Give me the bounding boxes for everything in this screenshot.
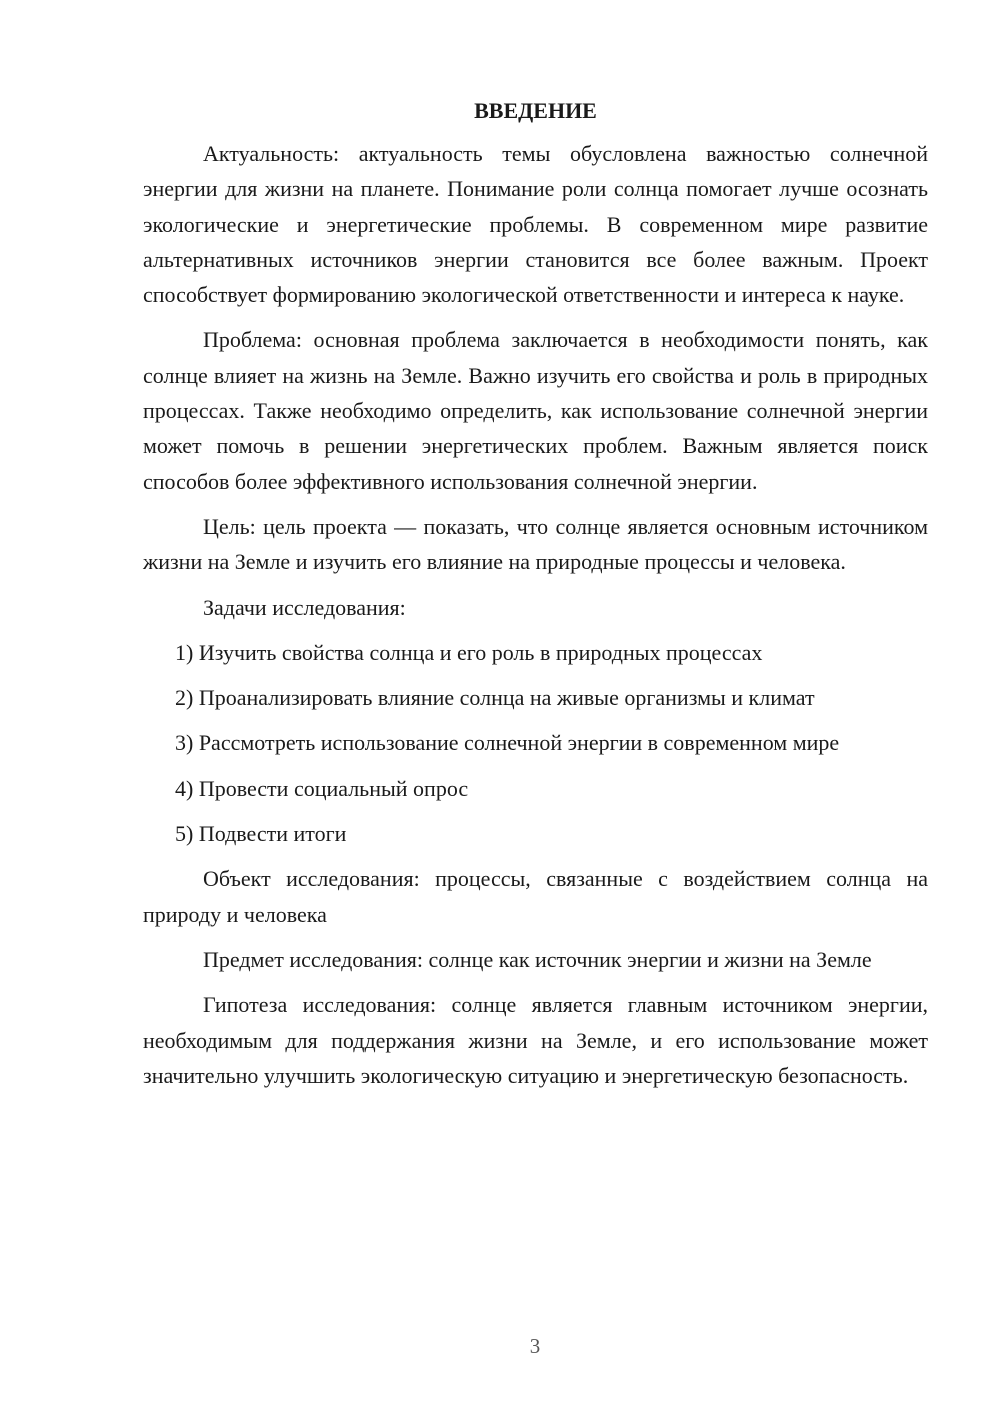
list-item: 1) Изучить свойства солнца и его роль в природных процессах bbox=[175, 639, 763, 665]
spacer bbox=[143, 932, 928, 942]
page-title: ВВЕДЕНИЕ bbox=[474, 98, 597, 123]
list-item: 4) Провести социальный опрос bbox=[175, 775, 469, 801]
document-page bbox=[143, 93, 928, 1093]
paragraph-object: Объект исследования: процессы, связанные с воздействием солнца на природу и человека bbox=[143, 866, 928, 927]
tasks-list bbox=[143, 635, 928, 851]
paragraph-subject: Предмет исследования: солнце как источник энергии и жизни на Земле bbox=[203, 946, 872, 972]
spacer bbox=[143, 580, 928, 590]
paragraph-problem: Проблема: основная проблема заключается в необходимости понять, как солнце влияет на жизнь на Земле. Важно изучить его свойства и роль в природных процессах. Также необходимо определить, как использование солнечной энергии может помочь в решении энергетических проблем. Важным является поиск способов более эффективного использования солнечной энергии. bbox=[143, 327, 928, 494]
spacer bbox=[143, 499, 928, 509]
paragraph-goal: Цель: цель проекта — показать, что солнце является основным источником жизни на Земле и изучить его влияние на природные процессы и человека. bbox=[143, 513, 928, 575]
spacer bbox=[143, 977, 928, 987]
list-item: 3) Рассмотреть использование солнечной энергии в современном мире bbox=[175, 730, 840, 756]
paragraph-hypothesis: Гипотеза исследования: солнце является главным источником энергии, необходимым для поддержания жизни на Земле, и его использование может значительно улучшить экологическую ситуацию и энергетическую безопасность. bbox=[143, 992, 928, 1088]
spacer bbox=[143, 312, 928, 322]
list-item: 5) Подвести итоги bbox=[175, 821, 347, 847]
spacer bbox=[143, 625, 928, 635]
paragraph-relevance: Актуальность: актуальность темы обусловлена важностью солнечной энергии для жизни на планете. Понимание роли солнца помогает лучше осознать экологические и энергетические проблемы. В современном мире развитие альтернативных источников энергии становится все более важным. Проект способствует формированию экологической ответственности и интереса к науке. bbox=[143, 141, 928, 308]
tasks-title: Задачи исследования: bbox=[203, 594, 406, 620]
list-item: 2) Проанализировать влияние солнца на живые организмы и климат bbox=[175, 685, 815, 711]
page-number: 3 bbox=[529, 1334, 541, 1358]
spacer bbox=[143, 128, 928, 136]
